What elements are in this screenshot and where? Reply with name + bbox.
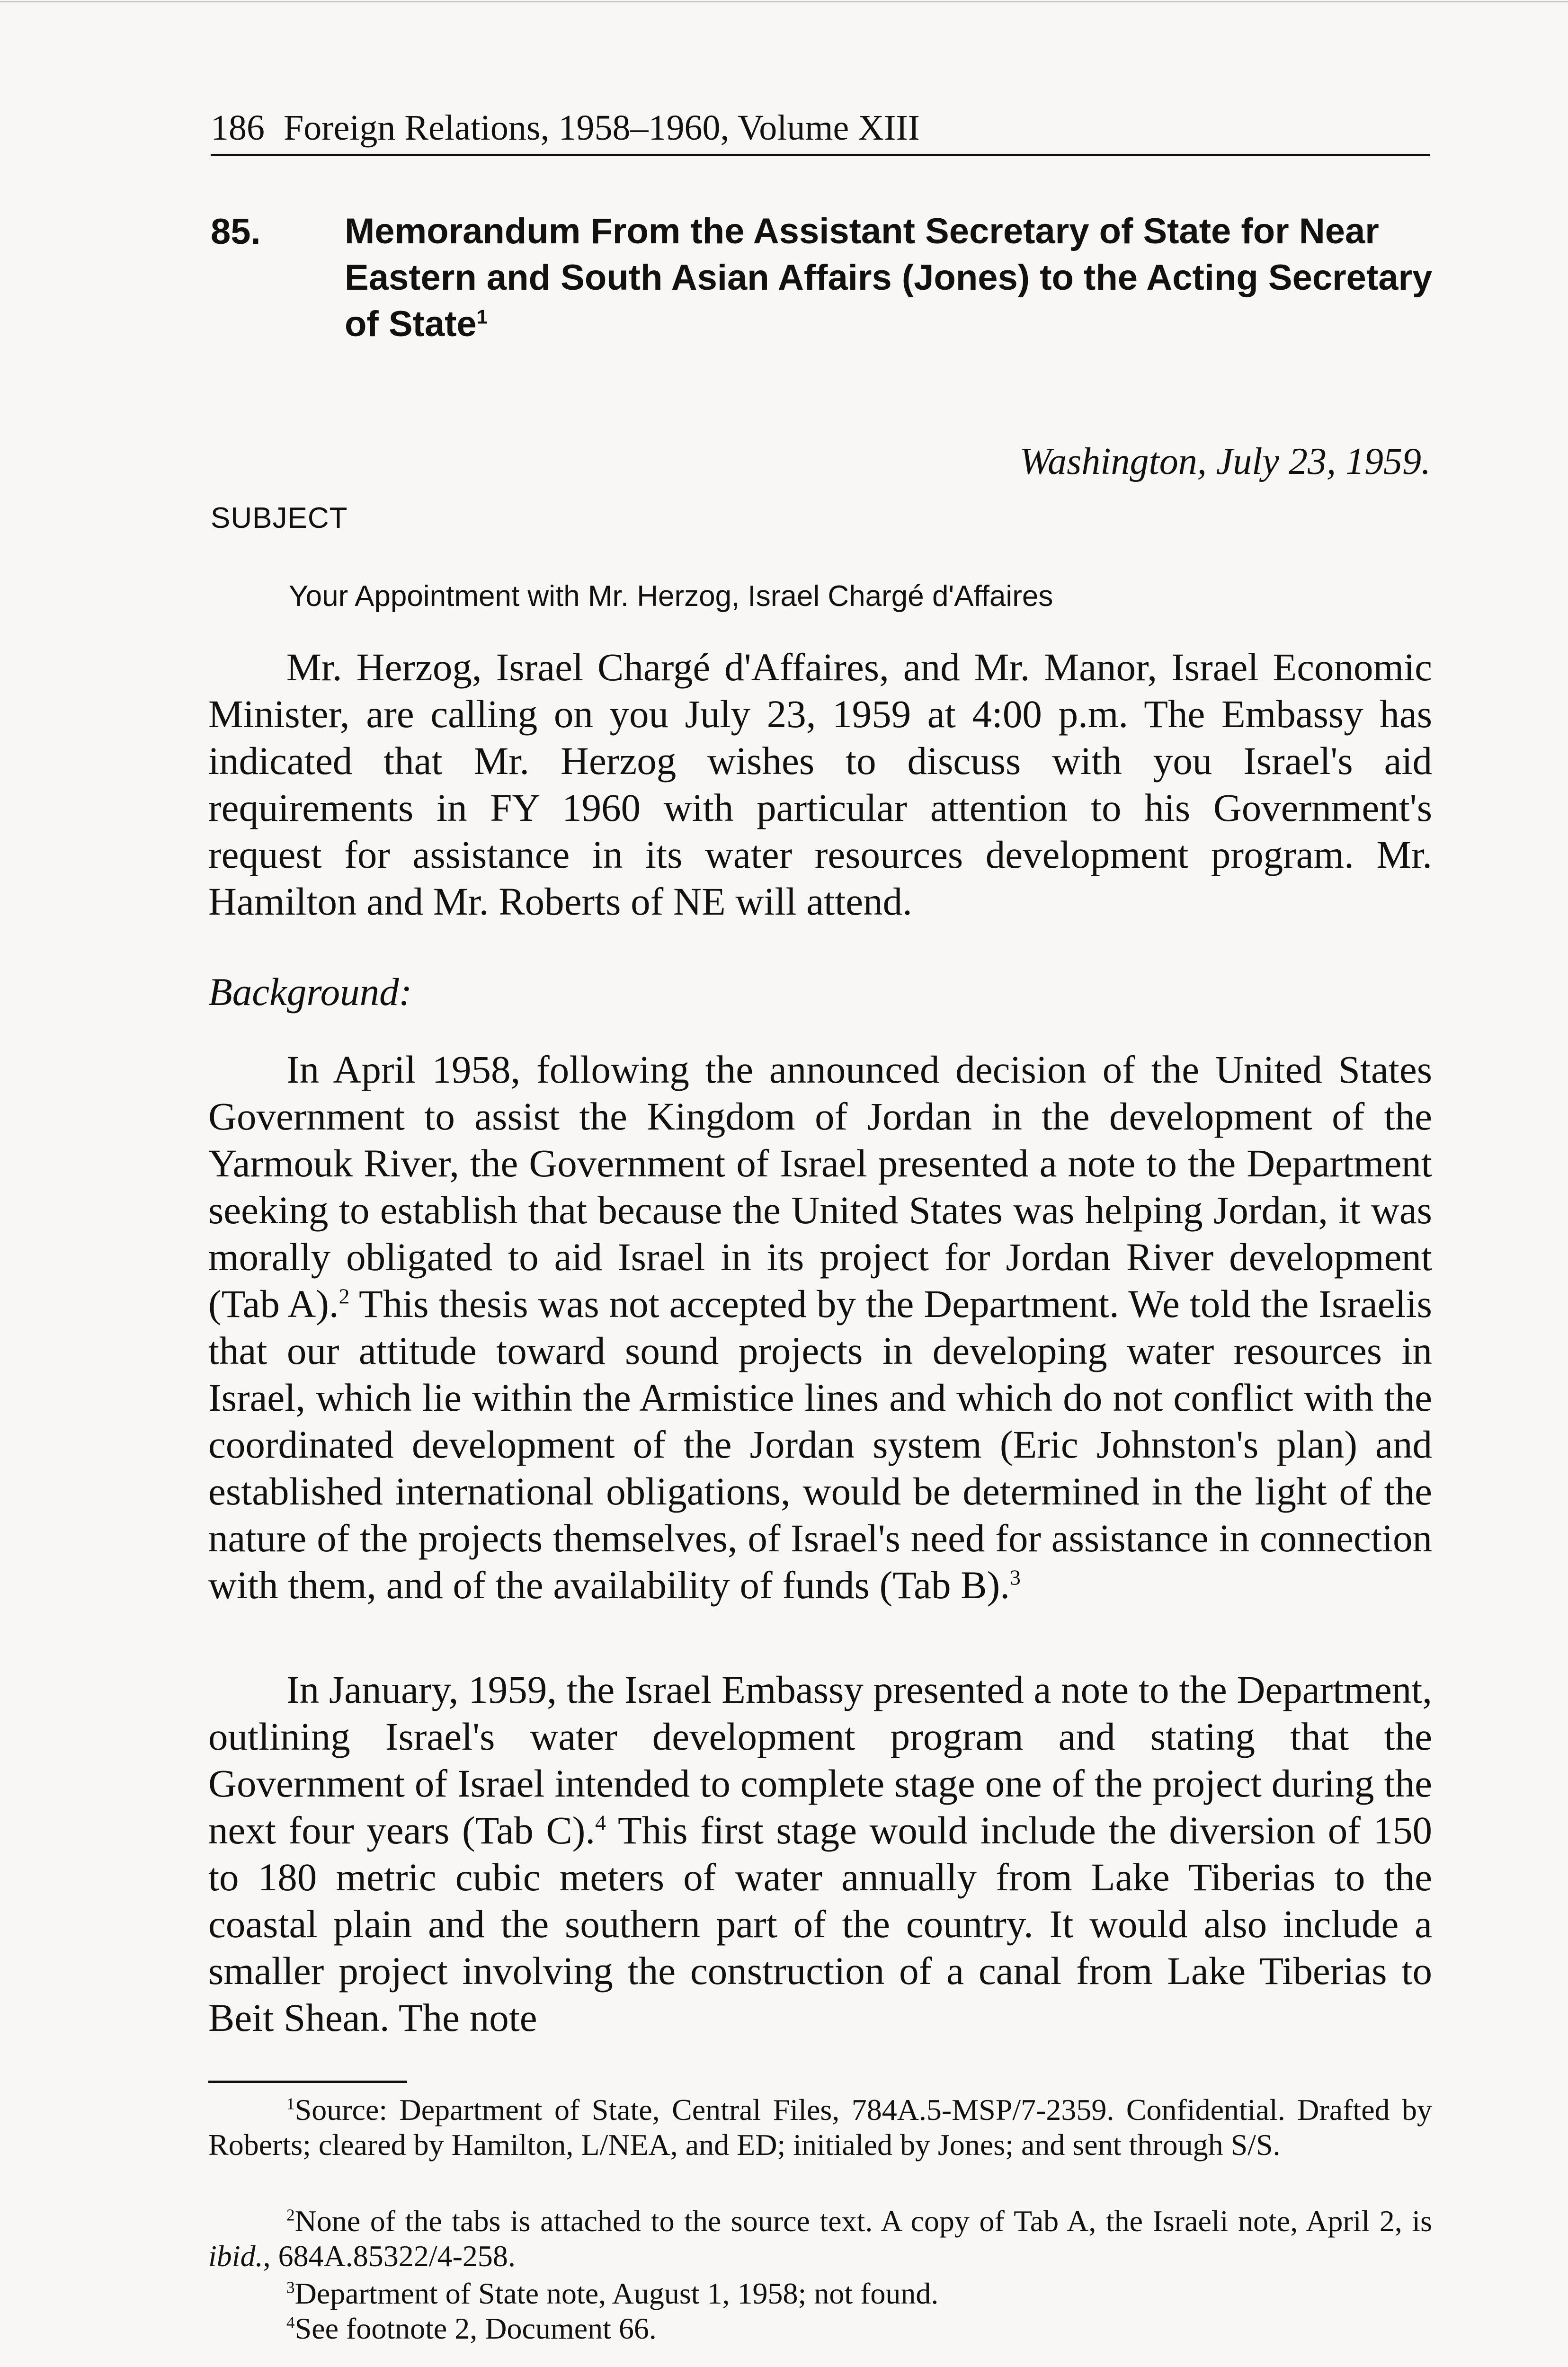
- footnote-ref-2: 2: [339, 1284, 350, 1308]
- footnote-1: [208, 2092, 1432, 2162]
- footnote-3-text: Department of State note, August 1, 1958; not found.: [294, 2277, 939, 2310]
- paragraph-3-text-a: In January, 1959, the Israel Embassy presented a note to the Department, outlining Israel's water development program and stating that the Government of Israel intended to complete stage one of the project during the next four years (Tab C).: [208, 1668, 1432, 1852]
- document-title: [345, 208, 1434, 347]
- footnote-2-italic: ibid.: [208, 2239, 263, 2273]
- footnote-ref-1: 1: [476, 305, 488, 328]
- footnote-4: [208, 2311, 1432, 2346]
- footnote-3: [208, 2276, 1432, 2311]
- paragraph-1: Mr. Herzog, Israel Chargé d'Affaires, and Mr. Manor, Israel Economic Minister, are calling on you July 23, 1959 at 4:00 p.m. The Embassy has indicated that Mr. Herzog wishes to discuss with you Israel's aid requirements in FY 1960 with particular attention to his Government's request for assistance in its water resources development program. Mr. Hamilton and Mr. Roberts of NE will attend.: [208, 645, 1432, 923]
- dateline: Washington, July 23, 1959.: [1019, 441, 1431, 482]
- footnote-2-number: 2: [286, 2206, 295, 2225]
- scan-edge-line: [0, 1, 1568, 2]
- paragraph-3-text-b: This first stage would include the diversion of 150 to 180 metric cubic meters of water annually from Lake Tiberias to the coastal plain and the southern part of the country. It would also include a smaller project involving the construction of a canal from Lake Tiberias to Beit Shean. The note: [208, 1808, 1432, 2039]
- footnote-1-text: Source: Department of State, Central Files, 784A.5-MSP/7-2359. Confidential. Drafted by Roberts; cleared by Hamilton, L/NEA, and ED; initialed by Jones; and sent through S/S.: [208, 2093, 1432, 2162]
- footnote-2: [208, 2204, 1432, 2274]
- footnote-divider: [208, 2081, 407, 2083]
- document-title-text: Memorandum From the Assistant Secretary of State for Near Eastern and South Asian Affairs (Jones) to the Acting Secretary of State: [345, 211, 1433, 344]
- footnote-ref-3: 3: [1010, 1565, 1021, 1590]
- running-head: [211, 102, 1430, 156]
- footnote-4-number: 4: [286, 2313, 295, 2332]
- paragraph-2-text-a: In April 1958, following the announced decision of the United States Government to assist the Kingdom of Jordan in the development of the Yarmouk River, the Government of Israel presented a note to the Department seeking to establish that because the United States was helping Jordan, it was morally obligated to aid Israel in its project for Jordan River development (Tab A).: [208, 1048, 1432, 1326]
- paragraph-3: [208, 1666, 1432, 2041]
- volume-title: Foreign Relations, 1958–1960, Volume XIII: [284, 108, 920, 148]
- footnote-2-text-b: , 684A.85322/4-258.: [263, 2239, 516, 2273]
- paragraph-2-text-b: This thesis was not accepted by the Department. We told the Israelis that our attitude toward sound projects in developing water resources in Israel, which lie within the Armistice lines and which do not conflict with the coordinated development of the Jordan system (Eric Johnston's plan) and established international obligations, would be determined in the light of the nature of the projects themselves, of Israel's need for assistance in connection with them, and of the availability of funds (Tab B).: [208, 1282, 1432, 1607]
- footnote-1-number: 1: [286, 2094, 295, 2113]
- paragraph-2: [208, 1046, 1432, 1609]
- footnote-4-text: See footnote 2, Document 66.: [294, 2312, 657, 2345]
- document-number: 85.: [211, 212, 261, 252]
- subject-label: SUBJECT: [211, 502, 348, 534]
- page-number: 186: [211, 108, 265, 148]
- background-heading: Background:: [208, 970, 412, 1014]
- footnote-3-number: 3: [286, 2278, 295, 2297]
- footnote-ref-4: 4: [595, 1810, 606, 1835]
- subject-text: Your Appointment with Mr. Herzog, Israel Chargé d'Affaires: [289, 580, 1053, 613]
- footnote-2-text-a: None of the tabs is attached to the source text. A copy of Tab A, the Israeli note, April 2, is: [294, 2204, 1432, 2238]
